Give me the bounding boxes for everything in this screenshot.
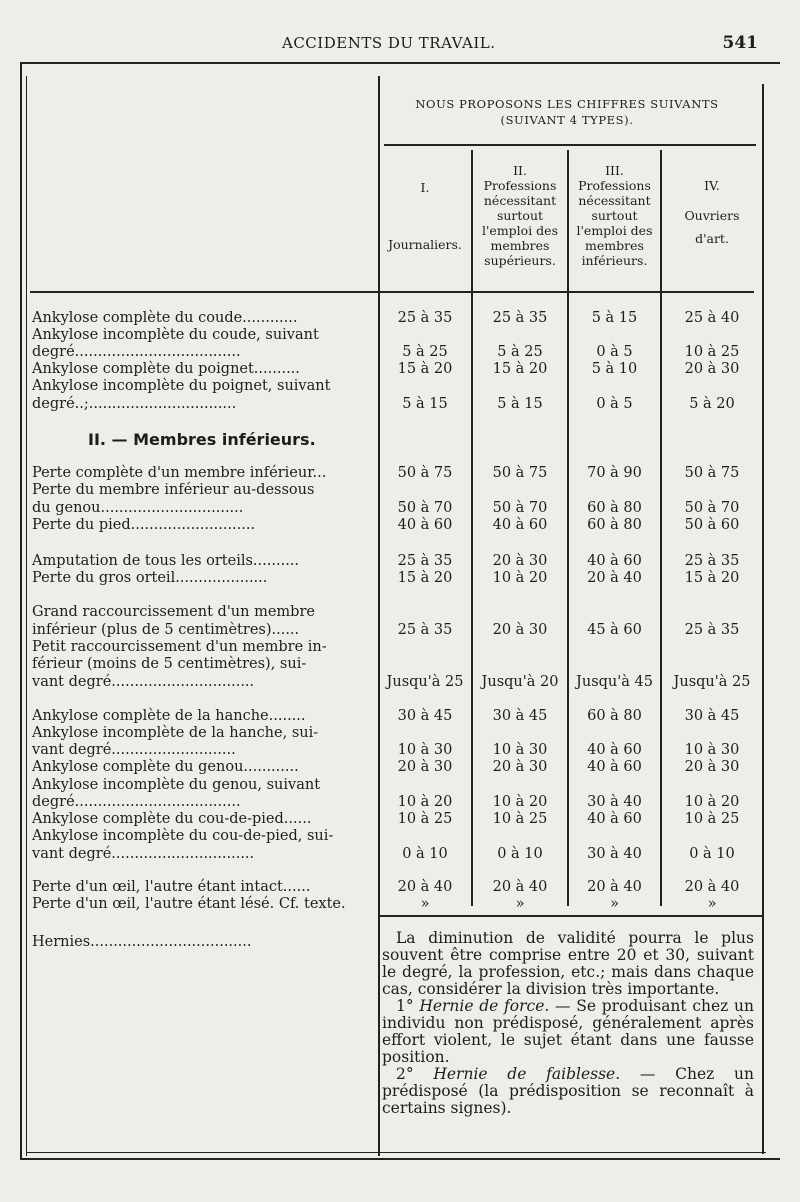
row-value: 25 à 35 [397, 310, 453, 326]
row-value: 5 à 10 [591, 361, 638, 377]
row-value: 20 à 30 [397, 759, 453, 775]
hernie-force-term: Hernie de force. [419, 997, 550, 1015]
intro-underline [384, 144, 756, 146]
top-rule [20, 62, 780, 64]
row-value: 50 à 70 [492, 500, 548, 516]
column-header-2: II. Professions nécessitant surtout l'emploi des membres supérieurs. [482, 163, 558, 268]
row-value: » [515, 896, 525, 912]
running-title: ACCIDENTS DU TRAVAIL. [282, 34, 496, 52]
row-value: 10 à 20 [492, 570, 548, 586]
row-value: 0 à 10 [497, 846, 543, 862]
row-value: 15 à 20 [397, 570, 453, 586]
row-value: 30 à 40 [587, 794, 642, 810]
row-label: Ankylose complète du poignet.......... [32, 361, 300, 377]
row-value: 20 à 40 [492, 879, 548, 895]
row-value: 20 à 30 [492, 759, 548, 775]
row-value: 5 à 25 [402, 344, 448, 360]
row-value: 5 à 15 [497, 396, 543, 412]
row-value: 40 à 60 [397, 517, 453, 533]
row-value: 50 à 75 [684, 465, 740, 481]
row-label: Ankylose incomplète du coude, suivant [32, 327, 319, 343]
row-value: 5 à 15 [591, 310, 638, 326]
row-value: 20 à 40 [587, 570, 642, 586]
row-value: 5 à 25 [497, 344, 543, 360]
row-value: 10 à 20 [684, 794, 740, 810]
row-value: 20 à 40 [684, 879, 740, 895]
row-value: 10 à 25 [684, 811, 740, 827]
row-value: 25 à 35 [397, 553, 453, 569]
row-value: 60 à 80 [587, 500, 642, 516]
row-label: Perte du membre inférieur au-dessous [32, 482, 315, 498]
row-value: 5 à 20 [689, 396, 735, 412]
row-value: 30 à 45 [684, 708, 740, 724]
row-value: 40 à 60 [587, 742, 642, 758]
row-label: vant degré............................... [32, 674, 255, 690]
row-value: 0 à 5 [596, 396, 633, 412]
page-number: 541 [722, 33, 758, 53]
row-label: vant degré........................... [32, 742, 236, 758]
row-label: Ankylose complète de la hanche........ [32, 708, 306, 724]
row-value: » [610, 896, 619, 912]
row-label: Petit raccourcissement d'un membre in- [32, 639, 327, 655]
intro-line: NOUS PROPOSONS LES CHIFFRES SUIVANTS [415, 97, 719, 111]
row-label: Ankylose incomplète de la hanche, sui- [32, 725, 319, 741]
row-label: Ankylose incomplète du cou-de-pied, sui- [32, 828, 334, 844]
row-value: 0 à 5 [596, 344, 633, 360]
row-label: Amputation de tous les orteils.......... [32, 553, 300, 569]
hernie-note [382, 930, 754, 1117]
row-value: Jusqu'à 20 [481, 674, 559, 690]
row-value: 25 à 35 [684, 622, 740, 638]
row-value: 40 à 60 [492, 517, 548, 533]
left-frame-rule-inner [26, 76, 27, 1156]
row-value: 20 à 30 [684, 361, 740, 377]
row-value: 60 à 80 [587, 517, 642, 533]
row-value: 50 à 75 [492, 465, 548, 481]
row-value: 15 à 20 [684, 570, 740, 586]
row-label: Perte complète d'un membre inférieur... [32, 465, 327, 481]
row-value: 0 à 10 [402, 846, 448, 862]
row-value: 40 à 60 [587, 553, 642, 569]
row-value: » [420, 896, 430, 912]
row-label: Ankylose complète du genou............ [32, 759, 299, 775]
row-value: 15 à 20 [397, 361, 453, 377]
row-label: Perte du gros orteil.................... [32, 570, 268, 586]
row-label: vant degré............................... [32, 846, 255, 862]
row-value: 10 à 20 [492, 794, 548, 810]
row-value: 10 à 25 [397, 811, 453, 827]
row-value: 10 à 20 [397, 794, 453, 810]
row-value: Jusqu'à 45 [576, 674, 653, 690]
row-label: inférieur (plus de 5 centimètres)...... [32, 622, 300, 638]
row-value: 50 à 75 [397, 465, 453, 481]
row-value: 0 à 10 [689, 846, 735, 862]
header-bottom-rule [30, 291, 754, 293]
row-label: Ankylose incomplète du poignet, suivant [32, 378, 331, 394]
row-value: 40 à 60 [587, 759, 642, 775]
hernie-note-paragraph: La diminution de validité pourra le plus souvent être comprise entre 20 et 30, suivant le degré, la profession, etc.; mais dans chaque cas, considérer la division très importante. [382, 929, 754, 998]
row-value: 30 à 40 [587, 846, 642, 862]
row-value: 25 à 35 [492, 310, 548, 326]
bottom-rule [20, 1158, 780, 1160]
row-value: 30 à 45 [397, 708, 453, 724]
row-value: 20 à 30 [684, 759, 740, 775]
row-label: Ankylose complète du cou-de-pied...... [32, 811, 312, 827]
row-value: 10 à 30 [684, 742, 740, 758]
row-value: 10 à 25 [684, 344, 740, 360]
section-heading: II. — Membres inférieurs. [88, 430, 316, 449]
row-label: Perte d'un œil, l'autre étant intact...... [32, 879, 311, 895]
intro-heading [384, 96, 750, 128]
row-label: degré.................................... [32, 344, 241, 360]
row-value: 70 à 90 [587, 465, 642, 481]
left-frame-rule [20, 62, 22, 1160]
hernie-faiblesse-paragraph: 2° Hernie de faiblesse. — Chez un prédisposé (la prédisposition se reconnaît à certains signes). [382, 1065, 754, 1117]
row-value: Jusqu'à 25 [673, 674, 751, 690]
row-value: 20 à 30 [492, 622, 548, 638]
row-label: degré..;................................ [32, 396, 237, 412]
row-value: 10 à 25 [492, 811, 548, 827]
hernie-force-paragraph: 1° Hernie de force. — Se produisant chez un individu non prédisposé, généralement après effort violent, le sujet étant dans une fausse position. [382, 997, 755, 1066]
row-label: Ankylose complète du coude............ [32, 310, 298, 326]
intro-line: (SUIVANT 4 TYPES). [500, 113, 634, 127]
row-label: degré.................................... [32, 794, 241, 810]
hernie-label: Hernies................................... [32, 934, 252, 950]
row-value: 10 à 30 [492, 742, 548, 758]
hernie-faiblesse-term: Hernie de faiblesse. [433, 1065, 621, 1083]
row-value: » [707, 896, 717, 912]
row-label: Perte du pied........................... [32, 517, 256, 533]
row-value: 50 à 70 [397, 500, 453, 516]
row-label: Grand raccourcissement d'un membre [32, 604, 315, 620]
row-value: 50 à 60 [684, 517, 740, 533]
row-value: 5 à 15 [402, 396, 448, 412]
column-header-3: III. Professions nécessitant surtout l'emploi des membres inférieurs. [576, 163, 653, 268]
row-value: 50 à 70 [684, 500, 740, 516]
column-header-4: IV. Ouvriers d'art. [684, 178, 740, 246]
row-label: Perte d'un œil, l'autre étant lésé. Cf. texte. [32, 896, 346, 912]
row-value: 15 à 20 [492, 361, 548, 377]
row-label: férieur (moins de 5 centimètres), sui- [32, 656, 307, 672]
row-value: 25 à 35 [684, 553, 740, 569]
row-value: 60 à 80 [587, 708, 642, 724]
row-value: 25 à 40 [684, 310, 740, 326]
row-value: 25 à 35 [397, 622, 453, 638]
row-value: 20 à 40 [587, 879, 642, 895]
row-value: 10 à 30 [397, 742, 453, 758]
column-header-1: I. Journaliers. [388, 180, 462, 252]
row-value: 45 à 60 [587, 622, 642, 638]
row-value: 20 à 30 [492, 553, 548, 569]
row-value: 30 à 45 [492, 708, 548, 724]
row-value: Jusqu'à 25 [386, 674, 464, 690]
hernie-separator-rule [380, 915, 762, 917]
row-value: 40 à 60 [587, 811, 642, 827]
row-label: du genou............................... [32, 500, 244, 516]
right-frame-rule [762, 84, 764, 1154]
row-value: 20 à 40 [397, 879, 453, 895]
bottom-rule-inner [26, 1152, 766, 1153]
row-label: Ankylose incomplète du genou, suivant [32, 777, 321, 793]
